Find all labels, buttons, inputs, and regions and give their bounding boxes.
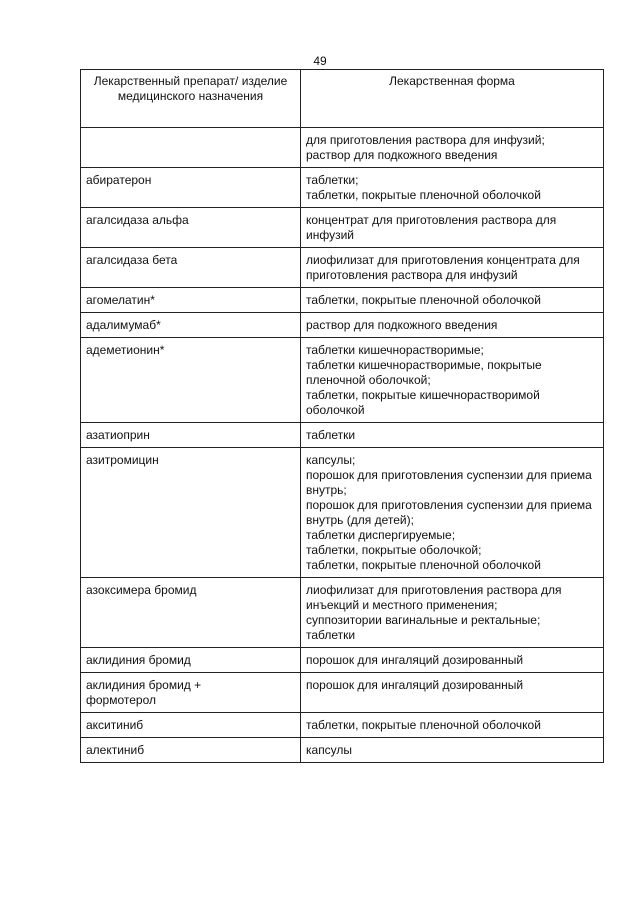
dosage-form-cell: таблетки, покрытые пленочной оболочкой [301,288,604,313]
drug-name-cell: агалсидаза бета [81,248,301,288]
table-row [81,448,604,578]
dosage-form-cell: таблетки, покрытые пленочной оболочкой [301,713,604,738]
table-row [81,578,604,648]
page-number: 49 [313,54,327,68]
form-column-header: Лекарственная форма [301,70,604,128]
drug-name-cell [81,128,301,168]
table-row [81,713,604,738]
dosage-form-cell: лиофилизат для приготовления концентрата для приготовления раствора для инфузий [301,248,604,288]
dosage-form-cell: раствор для подкожного введения [301,313,604,338]
table-row [81,313,604,338]
table-row [81,648,604,673]
dosage-form-cell: порошок для ингаляций дозированный [301,673,604,713]
table-row [81,288,604,313]
drug-name-cell: азоксимера бромид [81,578,301,648]
table-row [81,248,604,288]
table-row [81,338,604,423]
drug-name-cell: адалимумаб* [81,313,301,338]
drug-name-cell: азитромицин [81,448,301,578]
drug-table [80,69,604,763]
header-row [81,70,604,128]
table-header [81,70,604,128]
dosage-form-cell: лиофилизат для приготовления раствора для инъекций и местного применения; суппозитории вагинальные и ректальные; таблетки [301,578,604,648]
table-row [81,673,604,713]
drug-name-cell: агомелатин* [81,288,301,313]
table-row [81,168,604,208]
table-row [81,208,604,248]
drug-name-cell: азатиоприн [81,423,301,448]
drug-name-cell: аклидиния бромид + формотерол [81,673,301,713]
drug-column-header: Лекарственный препарат/ изделие медицинского назначения [81,70,301,128]
drug-name-cell: акситиниб [81,713,301,738]
dosage-form-cell: таблетки [301,423,604,448]
drug-name-cell: адеметионин* [81,338,301,423]
dosage-form-cell: порошок для ингаляций дозированный [301,648,604,673]
dosage-form-cell: концентрат для приготовления раствора для инфузий [301,208,604,248]
dosage-form-cell: для приготовления раствора для инфузий; раствор для подкожного введения [301,128,604,168]
table-body [81,128,604,763]
table-row [81,738,604,763]
dosage-form-cell: таблетки кишечнорастворимые; таблетки кишечнорастворимые, покрытые пленочной оболочкой; таблетки, покрытые кишечнорастворимой оболочкой [301,338,604,423]
dosage-form-cell: капсулы; порошок для приготовления суспензии для приема внутрь; порошок для приготовления суспензии для приема внутрь (для детей); таблетки диспергируемые; таблетки, покрытые оболочкой; таблетки, покрытые пленочной оболочкой [301,448,604,578]
table-row [81,423,604,448]
dosage-form-cell: капсулы [301,738,604,763]
dosage-form-cell: таблетки; таблетки, покрытые пленочной оболочкой [301,168,604,208]
drug-name-cell: агалсидаза альфа [81,208,301,248]
table-row [81,128,604,168]
drug-name-cell: алектиниб [81,738,301,763]
drug-name-cell: аклидиния бромид [81,648,301,673]
drug-name-cell: абиратерон [81,168,301,208]
